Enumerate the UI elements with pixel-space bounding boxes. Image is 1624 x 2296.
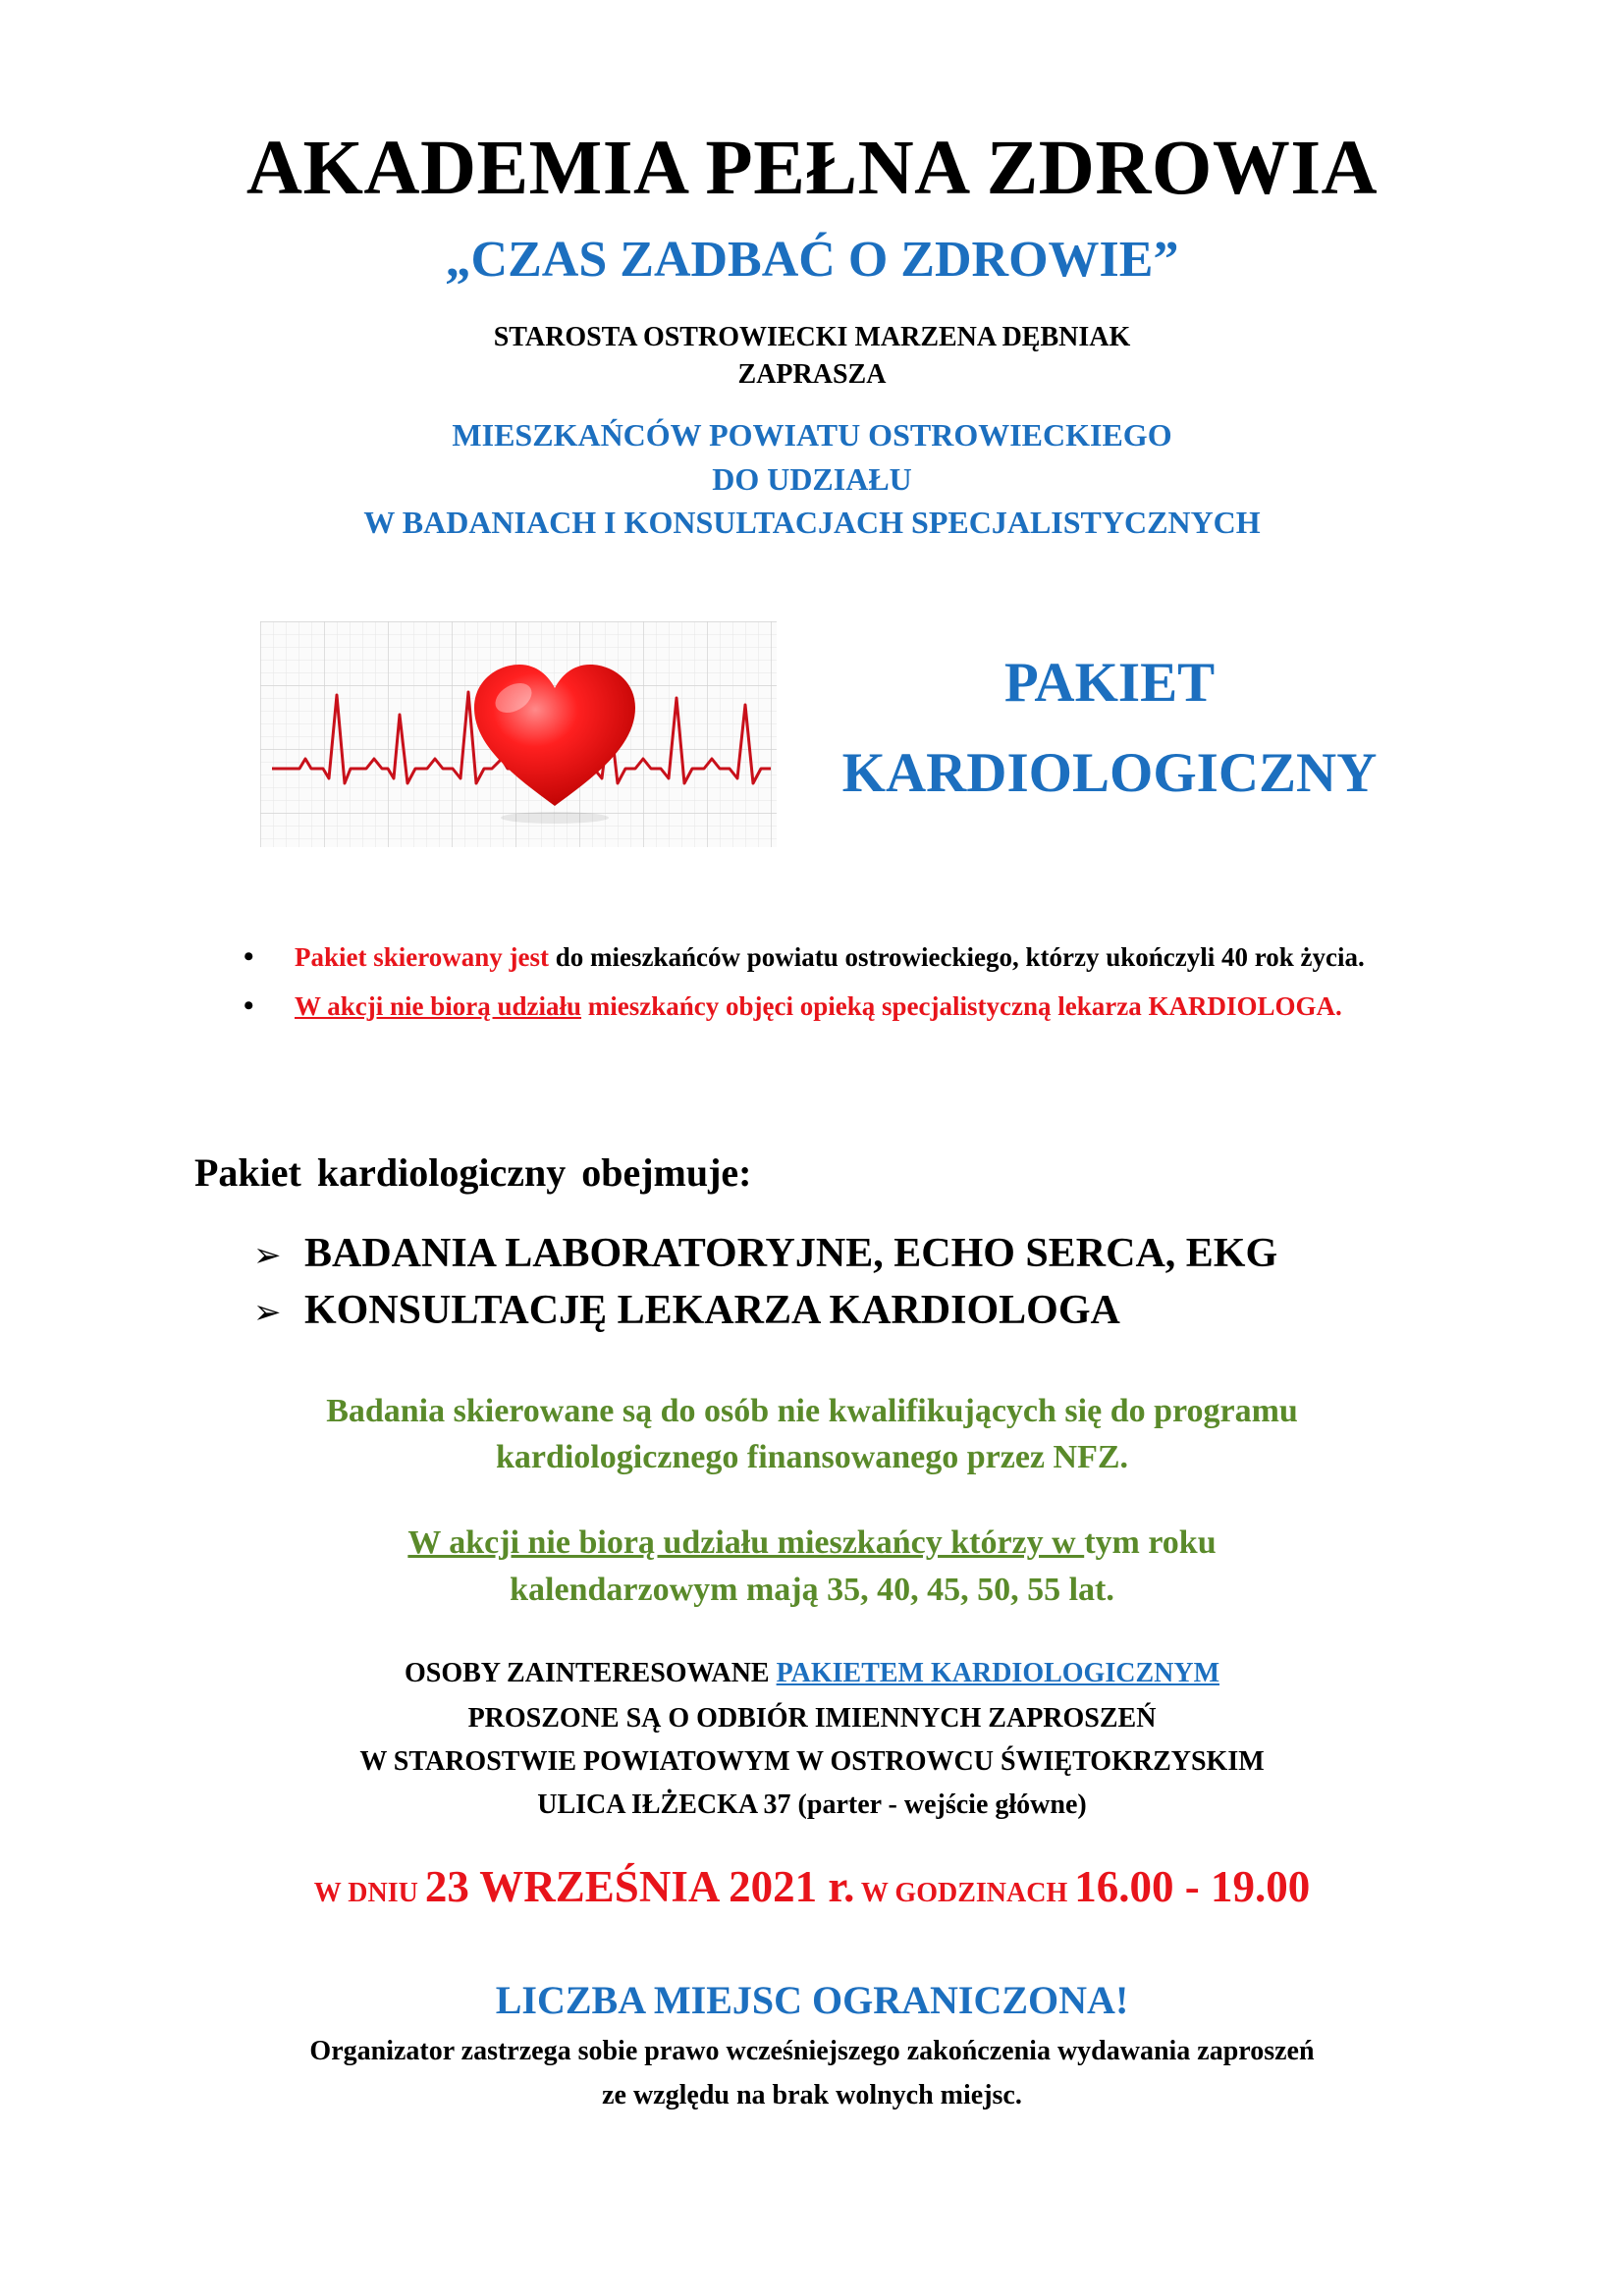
includes-item-1: [253, 1233, 1277, 1274]
includes-heading: Pakiet kardiologiczny obejmuje:: [194, 1150, 752, 1195]
bullet-1-highlight: Pakiet skierowany jest: [295, 942, 549, 972]
zaprasza-line: ZAPRASZA: [737, 359, 887, 390]
includes-item-1-text: BADANIA LABORATORYJNE, ECHO SERCA, EKG: [304, 1231, 1278, 1276]
pickup-line-1: [0, 1660, 1624, 1687]
starosta-line: STAROSTA OSTROWIECKI MARZENA DĘBNIAK: [493, 322, 1131, 352]
bullet-1-text: do mieszkańców powiatu ostrowieckiego, którzy ukończyli 40 rok życia.: [548, 942, 1365, 972]
page-title: AKADEMIA PEŁNA ZDROWIA: [245, 126, 1379, 211]
invite-line-3: W BADANIACH I KONSULTACJACH SPECJALISTYCZNYCH: [363, 505, 1261, 540]
note-line-3-underlined: W akcji nie biorą udziału mieszkańcy którzy w: [407, 1524, 1085, 1561]
bullet-2-text: mieszkańcy objęci opieką specjalistyczną lekarza KARDIOLOGA.: [581, 991, 1342, 1021]
package-link[interactable]: PAKIETEM KARDIOLOGICZNYM: [776, 1658, 1219, 1688]
slogan: „CZAS ZADBAĆ O ZDROWIE”: [445, 232, 1179, 288]
hours-prefix: W GODZINACH: [854, 1878, 1075, 1908]
list-item: [236, 987, 1443, 1026]
date-value: 23 WRZEŚNIA 2021 r.: [424, 1862, 855, 1911]
arrow-bullet-icon: ➢: [253, 1236, 282, 1275]
invite-line-1: MIESZKAŃCÓW POWIATU OSTROWIECKIEGO: [452, 417, 1172, 453]
note-line-2: kardiologicznego finansowanego przez NFZ.: [495, 1439, 1129, 1475]
includes-item-2-text: KONSULTACJĘ LEKARZA KARDIOLOGA: [304, 1288, 1120, 1333]
eligibility-list: [236, 937, 1443, 1036]
organizer-note-1: Organizator zastrzega sobie prawo wcześniejszego zakończenia wydawania zaproszeń: [309, 2036, 1315, 2066]
package-title-line-1: PAKIET: [1003, 652, 1216, 714]
hours-value: 16.00 - 19.00: [1074, 1862, 1311, 1911]
note-line-3-rest: tym roku: [1084, 1524, 1217, 1561]
date-prefix: W DNIU: [313, 1878, 425, 1908]
package-title: [776, 638, 1443, 819]
pickup-line-3: W STAROSTWIE POWIATOWYM W OSTROWCU ŚWIĘTOKRZYSKIM: [359, 1746, 1265, 1777]
pickup-line-2: PROSZONE SĄ O ODBIÓR IMIENNYCH ZAPROSZEŃ: [467, 1703, 1157, 1734]
pickup-prefix: OSOBY ZAINTERESOWANE: [404, 1658, 777, 1688]
package-title-line-2: KARDIOLOGICZNY: [841, 742, 1378, 804]
heart-ecg-icon: [260, 621, 777, 847]
bullet-2-highlight: W akcji nie biorą udziału: [295, 991, 582, 1021]
note-line-3: [0, 1526, 1624, 1560]
organizer-note-2: ze względu na brak wolnych miejsc.: [602, 2080, 1022, 2110]
pickup-line-4: ULICA IŁŻECKA 37 (parter - wejście główne): [537, 1789, 1087, 1820]
list-item: [236, 937, 1443, 977]
invite-line-2: DO UDZIAŁU: [712, 461, 912, 497]
includes-item-2: [253, 1290, 1120, 1331]
limited-places: LICZBA MIEJSC OGRANICZONA!: [495, 1978, 1129, 2022]
note-line-1: Badania skierowane są do osób nie kwalifikujących się do programu: [326, 1393, 1298, 1429]
arrow-bullet-icon: ➢: [253, 1293, 282, 1332]
event-date: [0, 1862, 1624, 1911]
note-line-4: kalendarzowym mają 35, 40, 45, 50, 55 lat.: [510, 1572, 1114, 1608]
